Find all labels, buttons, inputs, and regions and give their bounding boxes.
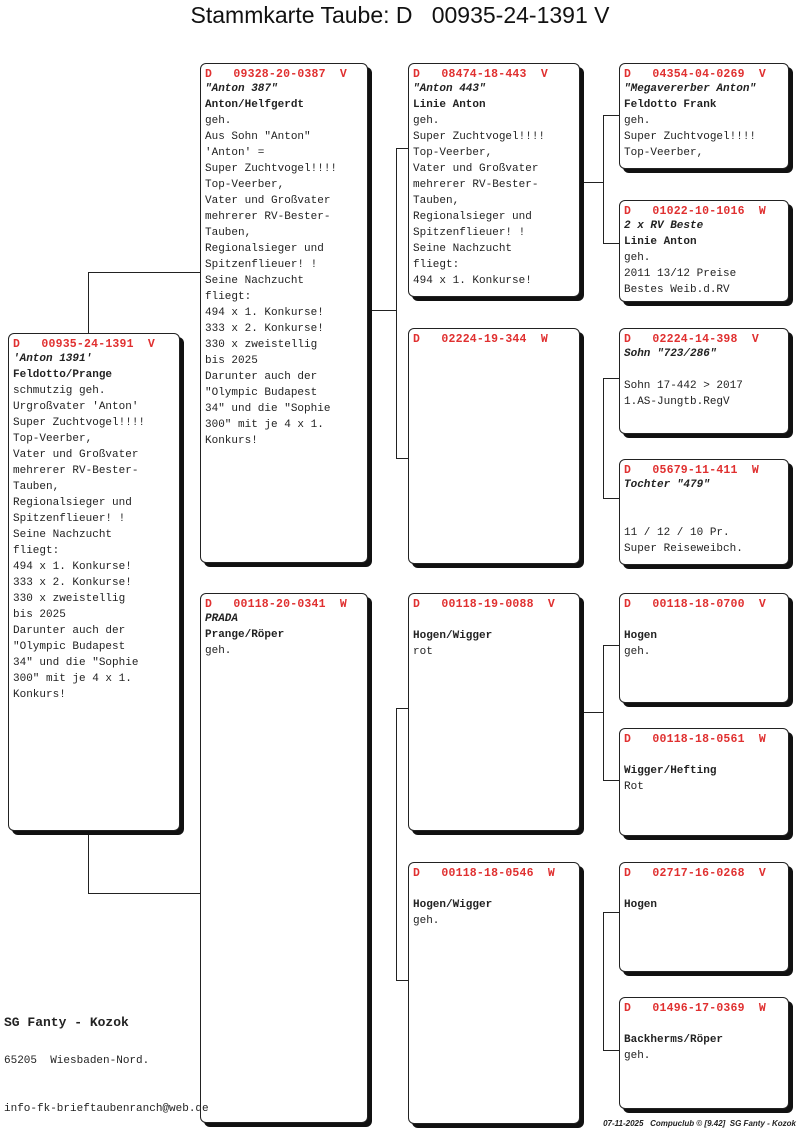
detail-line: 494 x 1. Konkurse! bbox=[413, 275, 532, 287]
breeder: Hogen bbox=[624, 630, 658, 642]
connector-fm-vertical bbox=[603, 378, 604, 498]
detail-line: 333 x 2. Konkurse! bbox=[13, 577, 132, 589]
detail-line: mehrerer RV-Bester- bbox=[13, 465, 139, 477]
ring-number: D 00118-18-0546 W bbox=[413, 867, 556, 880]
detail-line: Seine Nachzucht bbox=[13, 529, 113, 541]
detail-line: Regionalsieger und bbox=[13, 497, 132, 509]
pigeon-card-fff[interactable] bbox=[619, 63, 789, 169]
detail-line: schmutzig geh. bbox=[13, 385, 106, 397]
detail-line: mehrerer RV-Bester- bbox=[205, 211, 331, 223]
detail-line: geh. bbox=[205, 645, 232, 657]
detail-line: 300" mit je 4 x 1. bbox=[13, 673, 132, 685]
connector-ff-to-fff bbox=[603, 115, 620, 116]
detail-line: Urgroßvater 'Anton' bbox=[13, 401, 139, 413]
connector-ff-stem bbox=[584, 182, 603, 183]
detail-line: 494 x 1. Konkurse! bbox=[205, 307, 324, 319]
pigeon-card-subject[interactable] bbox=[8, 333, 180, 831]
ring-number: D 00118-19-0088 V bbox=[413, 598, 556, 611]
detail-line: fliegt: bbox=[205, 291, 252, 303]
detail-line: Sohn 17-442 > 2017 bbox=[624, 380, 743, 392]
pigeon-name: Sohn "723/286" bbox=[624, 348, 717, 360]
detail-line: Super Reiseweibch. bbox=[624, 543, 743, 555]
detail-line: Super Zuchtvogel!!!! bbox=[13, 417, 146, 429]
breeder: Feldotto/Prange bbox=[13, 369, 113, 381]
detail-line: Seine Nachzucht bbox=[205, 275, 305, 287]
detail-line: Spitzenflieuer! ! bbox=[13, 513, 126, 525]
detail-line: 330 x zweistellig bbox=[13, 593, 126, 605]
ring-number: D 02224-14-398 V bbox=[624, 333, 759, 346]
connector-fm-to-fmf bbox=[603, 378, 620, 379]
detail-line: Super Zuchtvogel!!!! bbox=[624, 131, 757, 143]
detail-line: Top-Veerber, bbox=[624, 147, 704, 159]
ring-number: D 09328-20-0387 V bbox=[205, 68, 348, 81]
pigeon-card-mother[interactable] bbox=[200, 593, 368, 1123]
pigeon-card-mff[interactable] bbox=[619, 593, 789, 703]
detail-line: Konkurs! bbox=[13, 689, 66, 701]
breeder: Anton/Helfgerdt bbox=[205, 99, 305, 111]
detail-line: 494 x 1. Konkurse! bbox=[13, 561, 132, 573]
ring-number: D 01496-17-0369 W bbox=[624, 1002, 767, 1015]
detail-line: bis 2025 bbox=[205, 355, 258, 367]
detail-line: "Olympic Budapest bbox=[13, 641, 126, 653]
ring-number: D 02224-19-344 W bbox=[413, 333, 548, 346]
pigeon-card-paternal-grandfather[interactable] bbox=[408, 63, 580, 297]
detail-line: Seine Nachzucht bbox=[413, 243, 513, 255]
detail-line: Super Zuchtvogel!!!! bbox=[205, 163, 338, 175]
detail-line: Rot bbox=[624, 781, 644, 793]
detail-line: geh. bbox=[205, 115, 232, 127]
detail-line: mehrerer RV-Bester- bbox=[413, 179, 539, 191]
connector-mm-vertical bbox=[603, 912, 604, 1050]
detail-line: 34" und die "Sophie bbox=[13, 657, 139, 669]
connector-mm-to-mmm bbox=[603, 1050, 620, 1051]
ring-number: D 00118-18-0700 V bbox=[624, 598, 767, 611]
detail-line: Vater und Großvater bbox=[205, 195, 331, 207]
pigeon-card-fmm[interactable] bbox=[619, 459, 789, 565]
ring-number: D 00118-20-0341 W bbox=[205, 598, 348, 611]
pigeon-card-maternal-grandmother[interactable] bbox=[408, 862, 580, 1124]
connector-father-stem bbox=[372, 310, 396, 311]
detail-line: Super Zuchtvogel!!!! bbox=[413, 131, 546, 143]
detail-line: 11 / 12 / 10 Pr. bbox=[624, 527, 730, 539]
pigeon-card-fmf[interactable] bbox=[619, 328, 789, 434]
owner-name: SG Fanty - Kozok bbox=[4, 1015, 129, 1030]
pigeon-name: "Anton 387" bbox=[205, 83, 278, 95]
pigeon-card-mfm[interactable] bbox=[619, 728, 789, 836]
detail-line: Spitzenflieuer! ! bbox=[205, 259, 318, 271]
detail-line: Top-Veerber, bbox=[413, 147, 493, 159]
footer-imprint: 07-11-2025 Compuclub © [9.42] SG Fanty - Kozok bbox=[603, 1119, 796, 1128]
detail-line: Regionalsieger und bbox=[205, 243, 324, 255]
detail-line: 34" und die "Sophie bbox=[205, 403, 331, 415]
breeder: Hogen/Wigger bbox=[413, 630, 493, 642]
ring-number: D 00935-24-1391 V bbox=[13, 338, 156, 351]
detail-line: Tauben, bbox=[413, 195, 460, 207]
detail-line: Top-Veerber, bbox=[13, 433, 93, 445]
detail-line: 300" mit je 4 x 1. bbox=[205, 419, 324, 431]
ring-number: D 08474-18-443 V bbox=[413, 68, 548, 81]
detail-line: Darunter auch der bbox=[13, 625, 126, 637]
detail-line: geh. bbox=[624, 115, 651, 127]
detail-line: 2011 13/12 Preise bbox=[624, 268, 737, 280]
pigeon-card-paternal-grandmother[interactable] bbox=[408, 328, 580, 564]
pigeon-name: PRADA bbox=[205, 613, 239, 625]
ring-number: D 02717-16-0268 V bbox=[624, 867, 767, 880]
detail-line: Aus Sohn "Anton" bbox=[205, 131, 311, 143]
detail-line: Spitzenflieuer! ! bbox=[413, 227, 526, 239]
detail-line: fliegt: bbox=[13, 545, 60, 557]
owner-email-link[interactable]: info-fk-brieftaubenranch@web.de bbox=[4, 1103, 209, 1115]
detail-line: geh. bbox=[413, 115, 440, 127]
detail-line: geh. bbox=[624, 1050, 651, 1062]
detail-line: rot bbox=[413, 646, 433, 658]
detail-line: Darunter auch der bbox=[205, 371, 318, 383]
detail-line: "Olympic Budapest bbox=[205, 387, 318, 399]
pigeon-card-mmm[interactable] bbox=[619, 997, 789, 1109]
detail-line: Bestes Weib.d.RV bbox=[624, 284, 730, 296]
ring-number: D 04354-04-0269 V bbox=[624, 68, 767, 81]
connector-mother-vertical bbox=[396, 708, 397, 980]
breeder: Hogen/Wigger bbox=[413, 899, 493, 911]
pigeon-name: Tochter "479" bbox=[624, 479, 710, 491]
detail-line: Top-Veerber, bbox=[205, 179, 285, 191]
detail-line: geh. bbox=[413, 915, 440, 927]
page-title: Stammkarte Taube: D 00935-24-1391 V bbox=[190, 2, 610, 28]
connector-mf-to-mff bbox=[603, 645, 620, 646]
ring-number: D 00118-18-0561 W bbox=[624, 733, 767, 746]
detail-line: fliegt: bbox=[413, 259, 460, 271]
pigeon-name: 2 x RV Beste bbox=[624, 220, 704, 232]
detail-line: Tauben, bbox=[13, 481, 60, 493]
pigeon-card-ffm[interactable] bbox=[619, 200, 789, 302]
detail-line: 330 x zweistellig bbox=[205, 339, 318, 351]
ring-number: D 01022-10-1016 W bbox=[624, 205, 767, 218]
connector-mf-to-mfm bbox=[603, 780, 620, 781]
detail-line: Vater und Großvater bbox=[413, 163, 539, 175]
connector-gen1-to-father bbox=[88, 272, 200, 273]
detail-line: 'Anton' = bbox=[205, 147, 265, 159]
pigeon-card-maternal-grandfather[interactable] bbox=[408, 593, 580, 831]
connector-mf-stem bbox=[584, 712, 603, 713]
ring-number: D 05679-11-411 W bbox=[624, 464, 759, 477]
breeder: Linie Anton bbox=[413, 99, 486, 111]
breeder: Hogen bbox=[624, 899, 658, 911]
detail-line: Vater und Großvater bbox=[13, 449, 139, 461]
detail-line: geh. bbox=[624, 252, 651, 264]
pigeon-card-father[interactable] bbox=[200, 63, 368, 563]
pigeon-card-mmf[interactable] bbox=[619, 862, 789, 972]
connector-fm-to-fmm bbox=[603, 498, 620, 499]
connector-mm-to-mmf bbox=[603, 912, 620, 913]
connector-father-vertical bbox=[396, 148, 397, 458]
detail-line: 1.AS-Jungtb.RegV bbox=[624, 396, 730, 408]
connector-ff-to-ffm bbox=[603, 243, 620, 244]
detail-line: Regionalsieger und bbox=[413, 211, 532, 223]
pigeon-name: "Megavererber Anton" bbox=[624, 83, 757, 95]
pigeon-name: "Anton 443" bbox=[413, 83, 486, 95]
connector-ff-vertical bbox=[603, 115, 604, 243]
breeder: Backherms/Röper bbox=[624, 1034, 724, 1046]
breeder: Prange/Röper bbox=[205, 629, 285, 641]
breeder: Feldotto Frank bbox=[624, 99, 717, 111]
connector-mf-vertical bbox=[603, 645, 604, 780]
detail-line: bis 2025 bbox=[13, 609, 66, 621]
pigeon-name: 'Anton 1391' bbox=[13, 353, 93, 365]
detail-line: geh. bbox=[624, 646, 651, 658]
detail-line: Konkurs! bbox=[205, 435, 258, 447]
detail-line: 333 x 2. Konkurse! bbox=[205, 323, 324, 335]
breeder: Wigger/Hefting bbox=[624, 765, 717, 777]
breeder: Linie Anton bbox=[624, 236, 697, 248]
connector-gen1-to-mother bbox=[88, 893, 200, 894]
detail-line: Tauben, bbox=[205, 227, 252, 239]
owner-city: 65205 Wiesbaden-Nord. bbox=[4, 1055, 150, 1067]
